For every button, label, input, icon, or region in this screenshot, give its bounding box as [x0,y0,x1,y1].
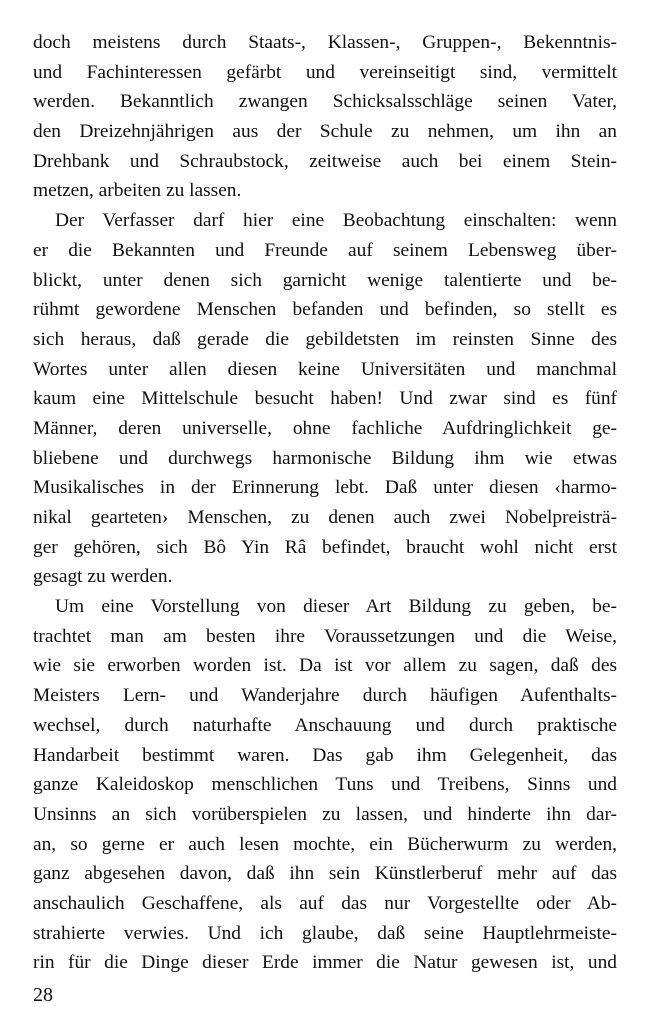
text-line: Meisters Lern- und Wanderjahre durch häufigen Aufenthalts- [33,685,617,707]
text-line: Drehbank und Schraubstock, zeitweise auch bei einem Stein- [33,150,617,172]
text-line: Wortes unter allen diesen keine Universitäten und manchmal [33,358,617,380]
text-line: strahierte verwies. Und ich glaube, daß seine Hauptlehrmeiste- [33,922,617,944]
text-line: blickt, unter denen sich garnicht wenige talentierte und be- [33,269,617,291]
text-line: trachtet man am besten ihre Voraussetzungen und die Weise, [33,625,617,647]
text-line: nikal gearteten› Menschen, zu denen auch zwei Nobelpreisträ- [33,507,617,528]
text-line: kaum eine Mittelschule besucht haben! Und zwar sind es fünf [33,388,617,410]
text-line: Männer, deren universelle, ohne fachliche Aufdringlichkeit ge- [33,417,617,439]
page-number: 28 [33,984,53,1006]
text-line: anschaulich Geschaffene, als auf das nur Vorgestellte oder Ab- [33,892,617,914]
body-text [33,28,617,978]
text-line: Der Verfasser darf hier eine Beobachtung einschalten: wenn [55,210,617,232]
text-line: bliebene und durchwegs harmonische Bildung ihm wie etwas [33,447,617,469]
text-line: metzen, arbeiten zu lassen. [33,180,242,202]
text-line: ganz abgesehen davon, daß ihn sein Künstlerberuf mehr auf das [33,863,617,885]
text-line: sich heraus, daß gerade die gebildetsten im reinsten Sinne des [33,328,617,350]
text-line: ganze Kaleidoskop menschlichen Tuns und Treibens, Sinns und [33,774,617,796]
text-line: Handarbeit bestimmt waren. Das gab ihm Gelegenheit, das [33,744,617,766]
text-line: ger gehören, sich Bô Yin Râ befindet, braucht wohl nicht erst [33,536,617,558]
text-line: doch meistens durch Staats-, Klassen-, Gruppen-, Bekenntnis- [33,32,617,53]
text-line: Musikalisches in der Erinnerung lebt. Daß unter diesen ‹harmo- [33,477,617,499]
text-line: und Fachinteressen gefärbt und vereinseitigt sind, vermittelt [33,61,617,83]
text-line: wechsel, durch naturhafte Anschauung und durch praktische [33,714,617,736]
text-line: Unsinns an sich vorüberspielen zu lassen, und hinderte ihn dar- [33,803,617,825]
text-line: rühmt gewordene Menschen befanden und befinden, so stellt es [33,299,617,321]
text-line: er die Bekannten und Freunde auf seinem Lebensweg über- [33,239,617,261]
text-line: werden. Bekanntlich zwangen Schicksalsschläge seinen Vater, [33,91,617,113]
text-line: gesagt zu werden. [33,566,173,588]
book-page [33,0,617,1020]
text-line: rin für die Dinge dieser Erde immer die Natur gewesen ist, und [33,952,617,974]
text-line: wie sie erworben worden ist. Da ist vor allem zu sagen, daß des [33,655,617,677]
text-line: den Dreizehnjährigen aus der Schule zu nehmen, um ihn an [33,121,617,143]
text-line: Um eine Vorstellung von dieser Art Bildung zu geben, be- [55,596,617,618]
text-line: an, so gerne er auch lesen mochte, ein Bücherwurm zu werden, [33,833,617,855]
